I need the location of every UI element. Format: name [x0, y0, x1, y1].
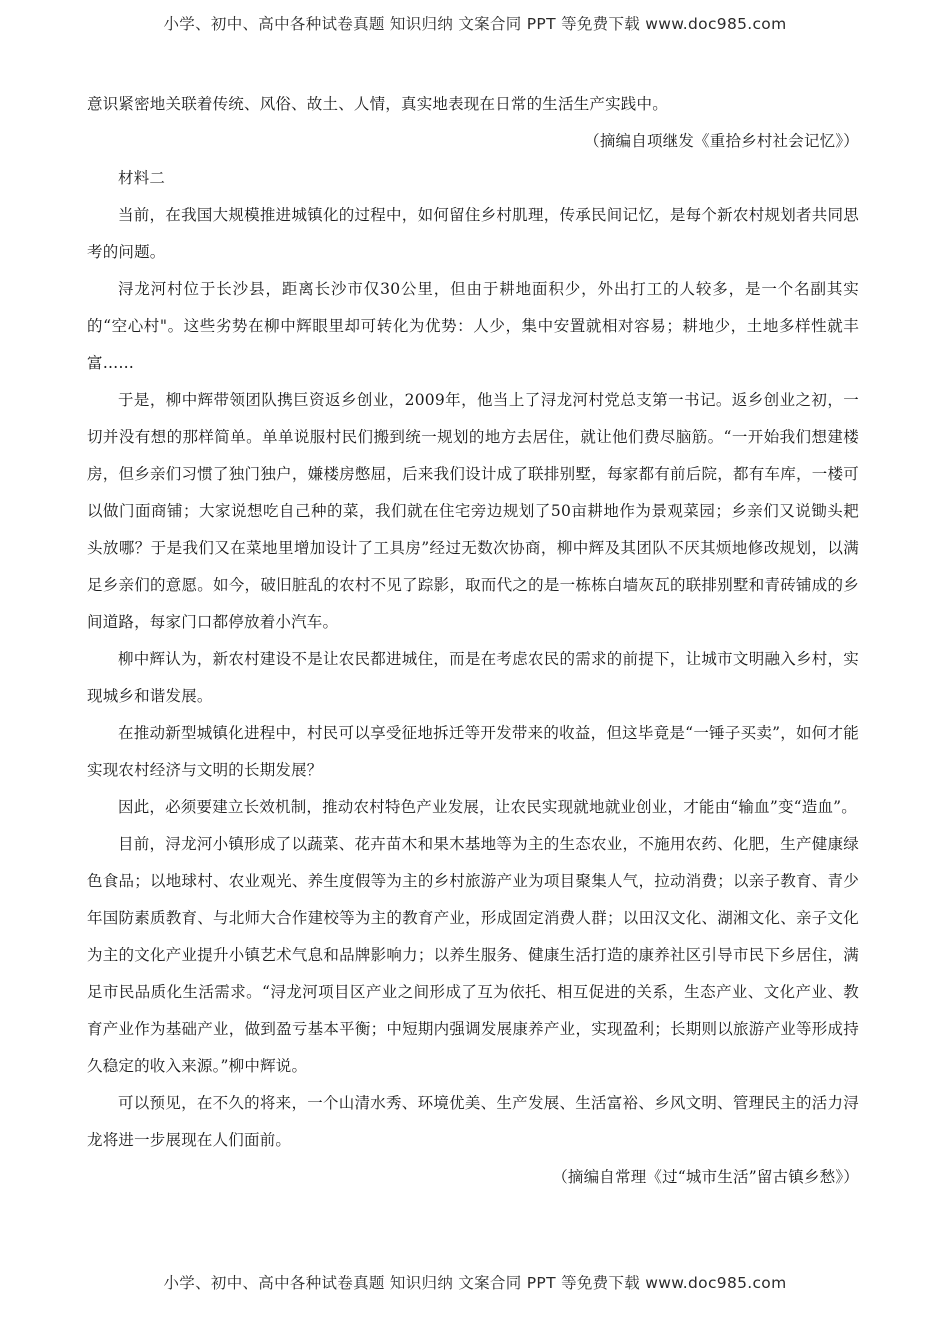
paragraph: 可以预见，在不久的将来，一个山清水秀、环境优美、生产发展、生活富裕、乡风文明、管理民主的活力浔龙将进一步展现在人们面前。: [87, 1094, 859, 1149]
section-heading: 材料二: [118, 169, 166, 187]
paragraph: 当前，在我国大规模推进城镇化的过程中，如何留住乡村肌理，传承民间记忆，是每个新农村规划者共同思考的问题。: [87, 206, 859, 261]
paragraph: 在推动新型城镇化进程中，村民可以享受征地拆迁等开发带来的收益，但这毕竟是“一锤子买卖”，如何才能实现农村经济与文明的长期发展？: [87, 724, 859, 779]
opening-line: 意识紧密地关联着传统、风俗、故土、人情，真实地表现在日常的生活生产实践中。: [87, 95, 668, 113]
paragraph: 于是，柳中辉带领团队携巨资返乡创业，2009年，他当上了浔龙河村党总支第一书记。返乡创业之初，一切并没有想的那样简单。单单说服村民们搬到统一规划的地方去居住，就让他们费尽脑筋。“一开始我们想建楼房，但乡亲们习惯了独门独户，嫌楼房憋屈，后来我们设计成了联排别墅，每家都有前后院，都有车库，一楼可以做门面商铺；大家说想吃自己种的菜，我们就在住宅旁边规划了50亩耕地作为景观菜园；乡亲们又说锄头耙头放哪？于是我们又在菜地里增加设计了工具房”经过无数次协商，柳中辉及其团队不厌其烦地修改规划，以满足乡亲们的意愿。如今，破旧脏乱的农村不见了踪影，取而代之的是一栋栋白墙灰瓦的联排别墅和青砖铺成的乡间道路，每家门口都停放着小汽车。: [87, 391, 859, 631]
header-banner: 小学、初中、高中各种试卷真题 知识归纳 文案合同 PPT 等免费下载 www.doc985.com: [163, 15, 787, 33]
paragraph: 浔龙河村位于长沙县，距离长沙市仅30公里，但由于耕地面积少，外出打工的人较多，是一个名副其实的“空心村"。这些劣势在柳中辉眼里却可转化为优势：人少，集中安置就相对容易；耕地少，土地多样性就丰富……: [87, 280, 859, 372]
paragraph: 因此，必须要建立长效机制，推动农村特色产业发展，让农民实现就地就业创业，才能由“输血”变“造血”。: [118, 798, 857, 816]
paragraph: 柳中辉认为，新农村建设不是让农民都进城住，而是在考虑农民的需求的前提下，让城市文明融入乡村，实现城乡和谐发展。: [87, 650, 859, 705]
source-citation-2: （摘编自常理《过“城市生活”留古镇乡愁》）: [552, 1168, 859, 1186]
paragraph: 目前，浔龙河小镇形成了以蔬菜、花卉苗木和果木基地等为主的生态农业，不施用农药、化肥，生产健康绿色食品；以地球村、农业观光、养生度假等为主的乡村旅游产业为项目聚集人气，拉动消费；以亲子教育、青少年国防素质教育、与北师大合作建校等为主的教育产业，形成固定消费人群；以田汉文化、湖湘文化、亲子文化为主的文化产业提升小镇艺术气息和品牌影响力；以养生服务、健康生活打造的康养社区引导市民下乡居住，满足市民品质化生活需求。“浔龙河项目区产业之间形成了互为依托、相互促进的关系，生态产业、文化产业、教育产业作为基础产业，做到盈亏基本平衡；中短期内强调发展康养产业，实现盈利；长期则以旅游产业等形成持久稳定的收入来源。”柳中辉说。: [87, 835, 859, 1075]
article-body: [87, 86, 859, 1196]
source-citation-1: （摘编自项继发《重拾乡村社会记忆》）: [584, 132, 859, 150]
footer-banner: 小学、初中、高中各种试卷真题 知识归纳 文案合同 PPT 等免费下载 www.doc985.com: [163, 1274, 787, 1292]
